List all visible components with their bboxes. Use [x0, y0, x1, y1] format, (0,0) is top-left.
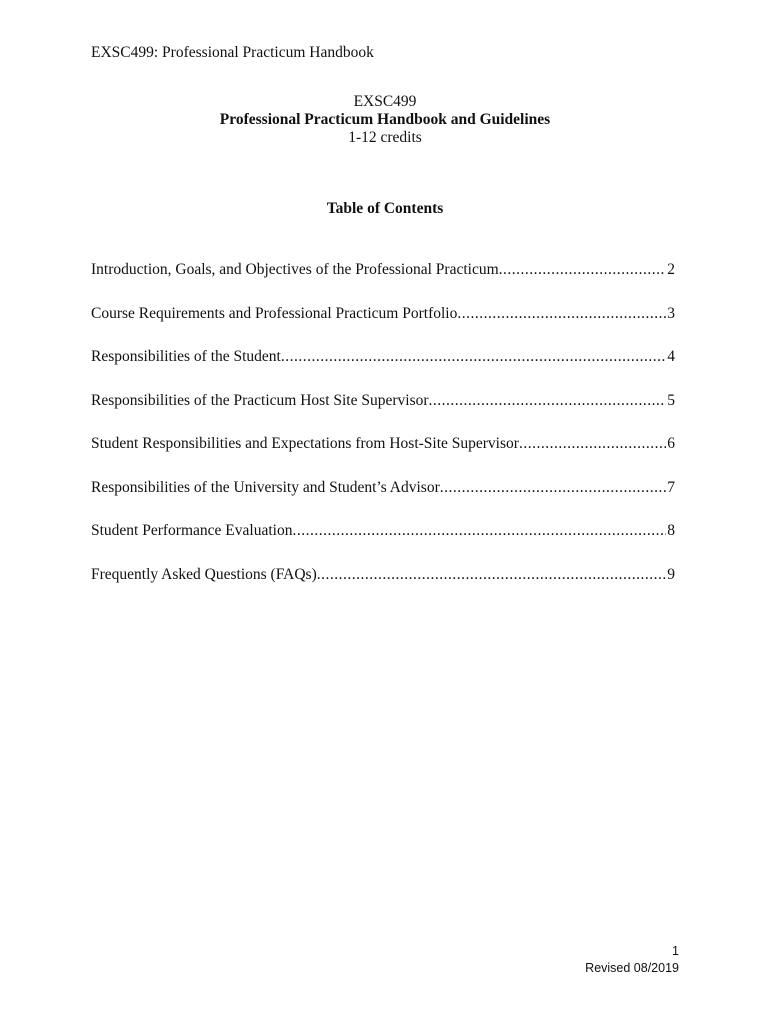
- credits-line: 1-12 credits: [348, 129, 422, 146]
- document-title: Professional Practicum Handbook and Guidelines: [219, 111, 551, 128]
- table-of-contents: [91, 261, 675, 609]
- toc-entry-title: Responsibilities of the University and Student’s Advisor: [91, 478, 440, 496]
- toc-entry-page: 6: [667, 435, 675, 452]
- toc-entry-title: Course Requirements and Professional Practicum Portfolio: [91, 304, 458, 322]
- toc-entry: [91, 566, 675, 610]
- toc-dot-leader: [317, 566, 667, 584]
- toc-entry-page: 5: [667, 391, 675, 409]
- page-footer: [585, 943, 679, 977]
- toc-entry-page: 4: [667, 348, 675, 365]
- toc-dot-leader: [292, 522, 666, 540]
- toc-entry-title: Student Performance Evaluation: [91, 522, 293, 539]
- toc-entry: [91, 392, 675, 436]
- toc-entry: [91, 305, 675, 349]
- toc-dot-leader: [457, 305, 666, 323]
- toc-entry-page: 7: [667, 478, 675, 496]
- toc-entry: [91, 522, 675, 566]
- toc-dot-leader: [499, 261, 667, 279]
- toc-entry-title: Frequently Asked Questions (FAQs): [91, 565, 317, 583]
- revision-date: Revised 08/2019: [585, 961, 679, 975]
- toc-entry-page: 8: [667, 522, 675, 539]
- toc-entry-title: Responsibilities of the Practicum Host Site Supervisor: [91, 391, 429, 409]
- toc-entry: [91, 435, 675, 479]
- course-code: EXSC499: [353, 93, 417, 110]
- toc-entry-title: Student Responsibilities and Expectations from Host-Site Supervisor: [91, 435, 519, 452]
- toc-entry: [91, 479, 675, 523]
- toc-dot-leader: [281, 348, 666, 366]
- running-header: EXSC499: Professional Practicum Handbook: [91, 44, 374, 61]
- toc-dot-leader: [440, 479, 667, 497]
- toc-dot-leader: [429, 392, 667, 410]
- toc-dot-leader: [519, 435, 666, 453]
- page-number: 1: [672, 944, 679, 958]
- toc-entry: [91, 261, 675, 305]
- toc-entry-page: 9: [667, 565, 675, 583]
- toc-entry-page: 3: [667, 304, 675, 322]
- toc-entry-title: Introduction, Goals, and Objectives of the Professional Practicum: [91, 261, 499, 278]
- toc-entry: [91, 348, 675, 392]
- toc-entry-title: Responsibilities of the Student: [91, 348, 281, 365]
- toc-heading: Table of Contents: [326, 200, 444, 217]
- toc-entry-page: 2: [667, 261, 675, 278]
